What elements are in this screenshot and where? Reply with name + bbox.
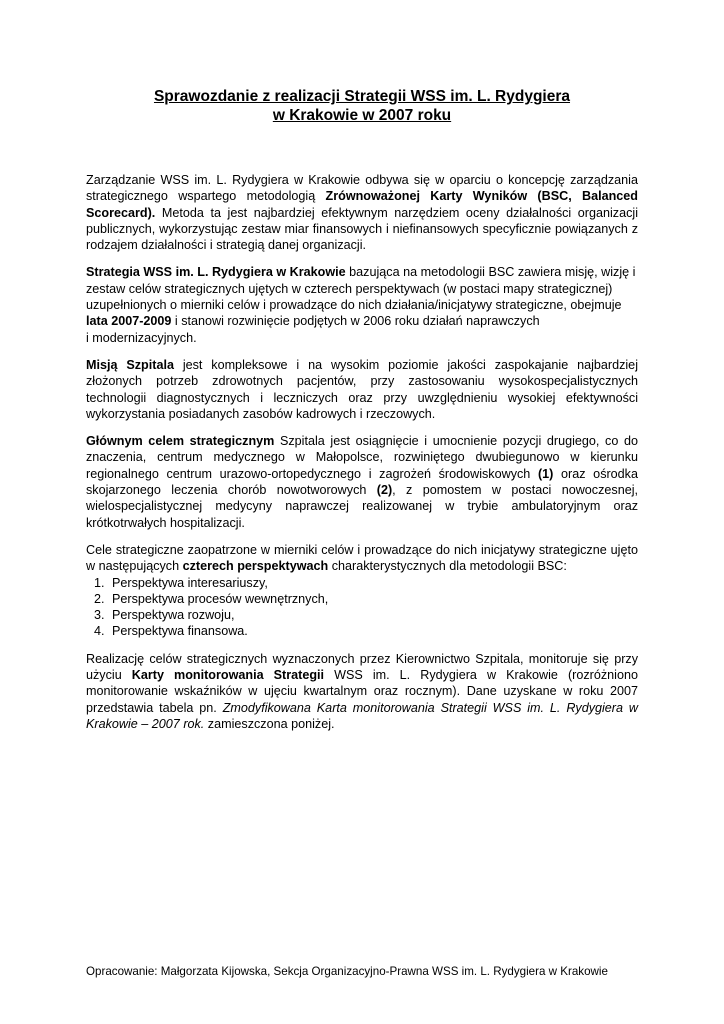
list-item: 4. Perspektywa finansowa. xyxy=(108,623,638,639)
bold-text: lata 2007-2009 xyxy=(86,314,172,329)
bold-text: Karty monitorowania Strategii xyxy=(131,668,325,683)
paragraph-main-goal xyxy=(86,433,638,531)
page-title xyxy=(86,87,638,125)
text: Realizację celów strategicznych wyznaczonych przez Kierownictwo Szpitala, monitoruje się przy użyciu xyxy=(86,651,638,683)
title-line-2: w Krakowie w 2007 roku xyxy=(272,107,452,124)
text: , z pomostem w postaci nowoczesnej, wielospecjalistycznej medycyny naprawczej realizowanej w trybie ambulatoryjnym oraz krótkotrwałych hospitalizacji. xyxy=(86,483,638,530)
document-body xyxy=(86,172,638,743)
paragraph-strategy xyxy=(86,264,638,345)
text: Metoda ta jest najbardziej efektywnym narzędziem oceny działalności organizacji publicznych, wykorzystując zestaw miar finansowych i niefinansowych specyficznie powiązanych z rodzajem działalności i strategią danej organizacji. xyxy=(86,205,638,253)
bold-text: Głównym celem strategicznym xyxy=(86,434,275,449)
list-item: 3. Perspektywa rozwoju, xyxy=(108,607,638,623)
italic-text: Zmodyfikowana Karta monitorowania Strategii WSS im. L. Rydygiera w Krakowie – 2007 rok. xyxy=(86,700,638,731)
text: Zarządzanie WSS im. L. Rydygiera w Krakowie odbywa się w oparciu o koncepcję zarządzania strategicznego wspartego metodologią xyxy=(86,173,638,204)
paragraph-mission xyxy=(86,357,638,422)
text: zamieszczona poniżej. xyxy=(204,716,335,731)
list-item: 1. Perspektywa interesariuszy, xyxy=(108,575,638,591)
list-item: 2. Perspektywa procesów wewnętrznych, xyxy=(108,591,638,607)
perspectives-list xyxy=(86,575,638,640)
text: charakterystycznych dla metodologii BSC: xyxy=(328,559,567,574)
paragraph-perspectives xyxy=(86,542,638,575)
text: i modernizacyjnych. xyxy=(86,330,197,345)
title-line-1: Sprawozdanie z realizacji Strategii WSS im. L. Rydygiera xyxy=(153,88,571,105)
paragraph-monitoring xyxy=(86,651,638,732)
text: Cele strategiczne zaopatrzone w mierniki celów i prowadzące do nich inicjatywy strategiczne ujęto w następujących xyxy=(86,542,638,574)
paragraph-intro xyxy=(86,172,638,253)
text: oraz ośrodka skojarzonego leczenia chorób nowotworowych xyxy=(86,466,638,498)
bold-text: Strategia WSS im. L. Rydygiera w Krakowie xyxy=(86,265,346,280)
page-footer: Opracowanie: Małgorzata Kijowska, Sekcja Organizacyjno-Prawna WSS im. L. Rydygiera w Krakowie xyxy=(86,965,608,978)
bold-text: Zrównoważonej Karty Wyników (BSC, Balanced Scorecard). xyxy=(86,189,638,220)
text: bazująca na metodologii BSC zawiera misję, wizję i zestaw celów strategicznych ujętych w czterech perspektywach (w postaci mapy strategicznej) uzupełnionych o mierniki celów i prowadzące do nich działania/inicjatywy strategiczne, obejmuje xyxy=(86,265,636,313)
text: jest kompleksowe i na wysokim poziomie jakości zaspokajanie najbardziej złożonych potrzeb zdrowotnych pacjentów, przy zastosowaniu wysokospecjalistycznych technologii diagnostycznych i leczniczych oraz przy uwzględnieniu wysokiej efektywności wykorzystania posiadanych zasobów kadrowych i rzeczowych. xyxy=(86,357,638,421)
text: WSS im. L. Rydygiera w Krakowie (rozróżniono monitorowanie wskaźników w ujęciu kwartalnym oraz rocznym). Dane uzyskane w roku 2007 przedstawia tabela pn. xyxy=(86,668,638,715)
bold-text: (2) xyxy=(376,483,393,498)
bold-text: (1) xyxy=(537,466,554,481)
text: Szpitala jest osiągnięcie i umocnienie pozycji drugiego, co do znaczenia, centrum medycznego w Małopolsce, rozwiniętego dwubiegunowo w kierunku regionalnego centrum urazowo-ortopedycznego i zagrożeń środowiskowych xyxy=(86,434,638,481)
text: i stanowi rozwinięcie podjętych w 2006 roku działań naprawczych xyxy=(171,314,540,329)
bold-text: Misją Szpitala xyxy=(86,357,174,372)
bold-text: czterech perspektywach xyxy=(182,559,329,574)
